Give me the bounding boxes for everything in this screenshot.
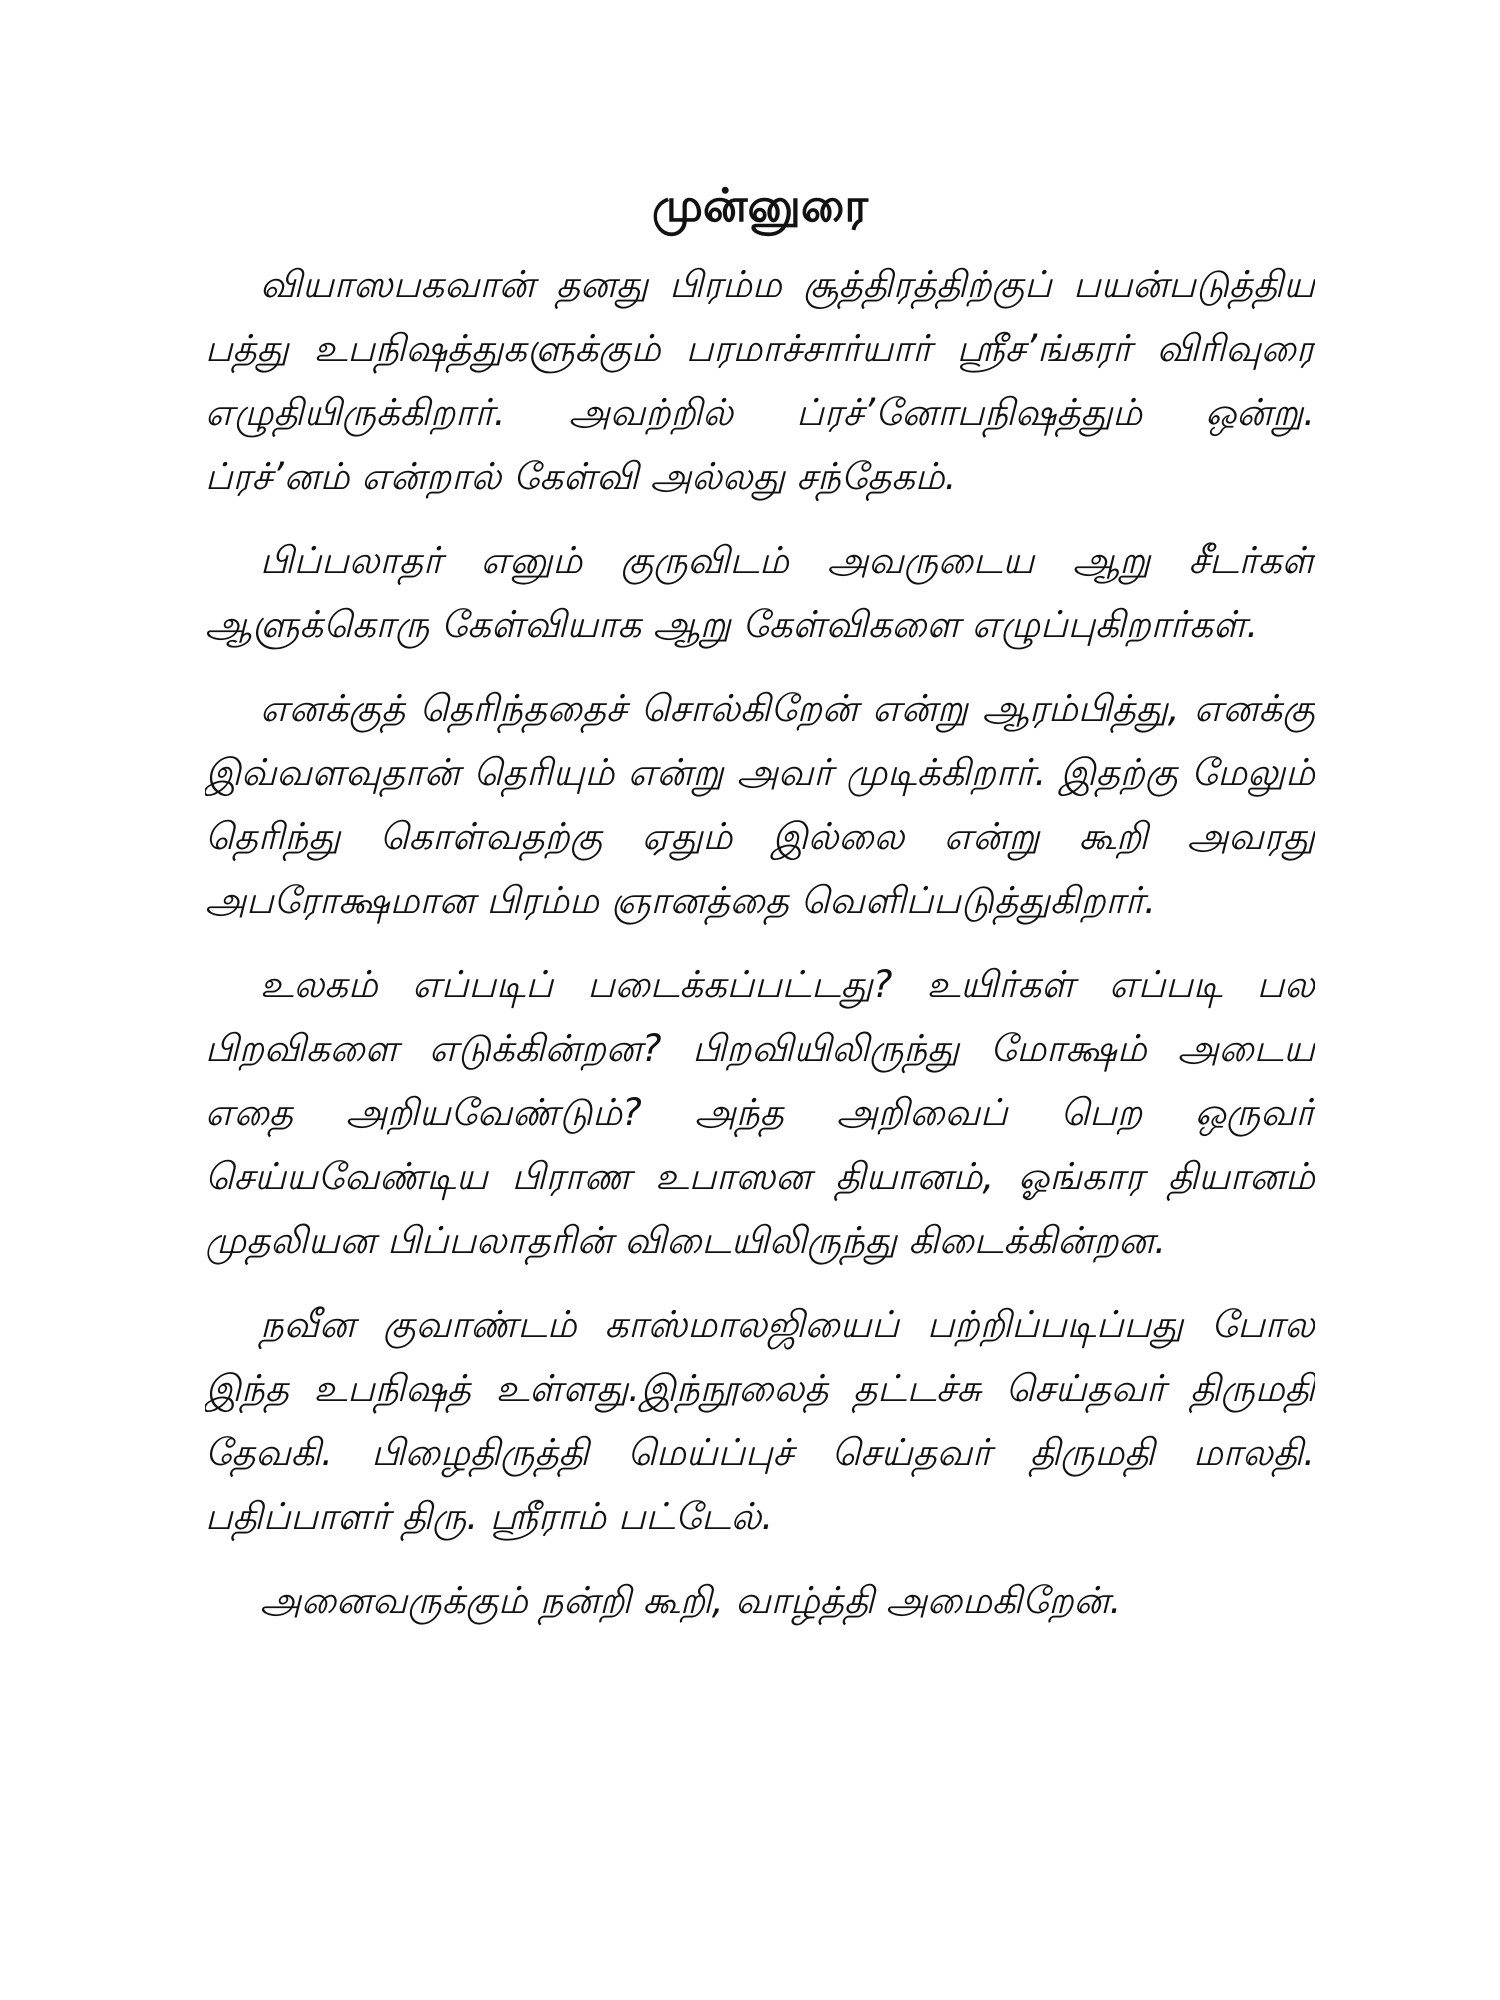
paragraph-2: பிப்பலாதர் எனும் குருவிடம் அவருடைய ஆறு சீடர்கள் ஆளுக்கொரு கேள்வியாக ஆறு கேள்விகளை எழுப்புகிறார்கள். [205, 539, 1315, 646]
paragraph-6: அனைவருக்கும் நன்றி கூறி, வாழ்த்தி அமைகிறேன். [260, 1579, 1122, 1622]
document-page [205, 175, 1315, 1875]
paragraph-3: எனக்குத் தெரிந்ததைச் சொல்கிறேன் என்று ஆரம்பித்து, எனக்கு இவ்வளவுதான் தெரியும் என்று அவர் முடிக்கிறார். இதற்கு மேலும் தெரிந்து கொள்வதற்கு ஏதும் இல்லை என்று கூறி அவரது அபரோக்ஷமான பிரம்ம ஞானத்தை வெளிப்படுத்துகிறார். [205, 687, 1315, 922]
paragraph-5: நவீன குவாண்டம் காஸ்மாலஜியைப் பற்றிப்படிப்பது போல இந்த உபநிஷத் உள்ளது.இந்நூலைத் தட்டச்சு செய்தவர் திருமதி தேவகி. பிழைதிருத்தி மெய்ப்புச் செய்தவர் திருமதி மாலதி. பதிப்பாளர் திரு. ஸ்ரீராம் பட்டேல். [205, 1303, 1315, 1538]
paragraph-1: வியாஸபகவான் தனது பிரம்ம சூத்திரத்திற்குப் பயன்படுத்திய பத்து உபநிஷத்துகளுக்கும் பரமாச்சார்யார் ஸ்ரீச’ங்கரர் விரிவுரை எழுதியிருக்கிறார். அவற்றில் ப்ரச்’னோபநிஷத்தும் ஒன்று. ப்ரச்’னம் என்றால் கேள்வி அல்லது சந்தேகம். [205, 263, 1315, 498]
page-title: முன்னுரை [651, 178, 869, 232]
paragraph-4: உலகம் எப்படிப் படைக்கப்பட்டது? உயிர்கள் எப்படி பல பிறவிகளை எடுக்கின்றன? பிறவியிலிருந்து மோக்ஷம் அடைய எதை அறியவேண்டும்? அந்த அறிவைப் பெற ஒருவர் செய்யவேண்டிய பிராண உபாஸன தியானம், ஓங்கார தியானம் முதலியன பிப்பலாதரின் விடையிலிருந்து கிடைக்கின்றன. [205, 963, 1315, 1262]
